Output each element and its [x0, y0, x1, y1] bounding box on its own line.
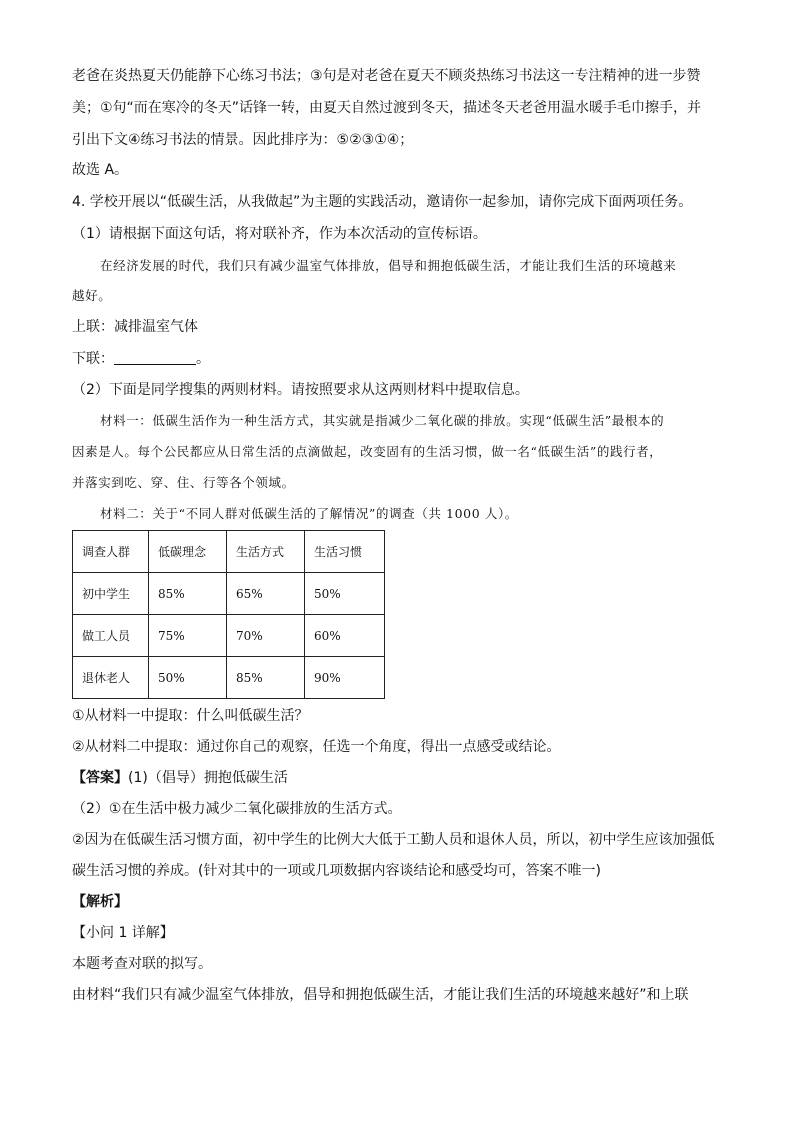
answer-line: ②因为在低碳生活习惯方面，初中学生的比例大大低于工勤人员和退休人员，所以，初中学生应该加强低 — [72, 832, 715, 848]
quote-line: 越好。 — [72, 288, 112, 303]
table-cell: 75% — [149, 615, 227, 657]
text-line: 老爸在炎热夏天仍能静下心练习书法；③句是对老爸在夏天不顾炎热练习书法这一专注精神的进一步赞 — [72, 68, 701, 84]
text-line: 美；①句“而在寒冷的冬天”话锋一转，由夏天自然过渡到冬天，描述冬天老爸用温水暖手毛巾擦手，并 — [72, 100, 702, 116]
lower-couplet — [72, 349, 210, 369]
text-line: 故选 A。 — [72, 162, 129, 178]
upper-couplet: 上联：减排温室气体 — [72, 319, 198, 335]
material-2-intro: 材料二：关于“不同人群对低碳生活的了解情况”的调查（共 1000 人）。 — [100, 506, 518, 521]
table-cell: 70% — [227, 615, 305, 657]
lower-couplet-label: 下联： — [72, 351, 114, 367]
answer-line — [72, 768, 288, 788]
answer-tag: 【答案】 — [72, 770, 128, 786]
question-4: 4. 学校开展以“低碳生活，从我做起”为主题的实践活动，邀请你一起参加，请你完成下面两项任务。 — [72, 194, 693, 210]
text-line: 引出下文④练习书法的情景。因此排序为：⑤②③①④； — [72, 132, 414, 148]
table-cell: 退休老人 — [73, 657, 149, 699]
answer-line: （2）①在生活中极力减少二氧化碳排放的生活方式。 — [72, 801, 402, 817]
answer-blank[interactable] — [114, 350, 196, 365]
table-header-cell: 生活方式 — [227, 531, 305, 573]
quote-line: 在经济发展的时代，我们只有减少温室气体排放，倡导和拥抱低碳生活，才能让我们生活的环境越来 — [100, 258, 677, 273]
table-cell: 90% — [305, 657, 385, 699]
lower-couplet-end: 。 — [196, 351, 210, 367]
table-cell: 60% — [305, 615, 385, 657]
material-1-line: 材料一：低碳生活作为一种生活方式，其实就是指减少二氧化碳的排放。实现“低碳生活”最根本的 — [100, 413, 665, 428]
material-1-line: 因素是人。每个公民都应从日常生活的点滴做起，改变固有的生活习惯，做一名“低碳生活”的践行者， — [72, 444, 663, 459]
table-row — [73, 615, 385, 657]
table-cell: 做工人员 — [73, 615, 149, 657]
table-header-cell: 低碳理念 — [149, 531, 227, 573]
table-row — [73, 657, 385, 699]
analysis-tag: 【解析】 — [72, 894, 128, 910]
explanation-line: 由材料“我们只有减少温室气体排放，倡导和拥抱低碳生活，才能让我们生活的环境越来越好”和上联 — [72, 987, 689, 1003]
answer-text: (1)（倡导）拥抱低碳生活 — [128, 770, 288, 786]
table-cell: 65% — [227, 573, 305, 615]
table-cell: 50% — [149, 657, 227, 699]
survey-table — [72, 530, 385, 699]
task-2: ②从材料二中提取：通过你自己的观察，任选一个角度，得出一点感受或结论。 — [72, 739, 561, 755]
table-cell: 初中学生 — [73, 573, 149, 615]
table-cell: 85% — [149, 573, 227, 615]
question-4-part-1: （1）请根据下面这句话，将对联补齐，作为本次活动的宣传标语。 — [72, 226, 487, 242]
answer-line: 碳生活习惯的养成。(针对其中的一项或几项数据内容谈结论和感受均可，答案不唯一) — [72, 863, 601, 879]
table-row — [73, 573, 385, 615]
table-cell: 85% — [227, 657, 305, 699]
question-4-part-2: （2）下面是同学搜集的两则材料。请按照要求从这两则材料中提取信息。 — [72, 382, 529, 398]
task-1: ①从材料一中提取：什么叫低碳生活？ — [72, 708, 309, 724]
table-header-cell: 生活习惯 — [305, 531, 385, 573]
sub-question-tag: 【小问 1 详解】 — [72, 925, 174, 941]
table-header-row — [73, 531, 385, 573]
table-header-cell: 调查人群 — [73, 531, 149, 573]
material-1-line: 并落实到吃、穿、住、行等各个领域。 — [72, 475, 295, 490]
table-cell: 50% — [305, 573, 385, 615]
explanation-line: 本题考查对联的拟写。 — [72, 956, 212, 972]
